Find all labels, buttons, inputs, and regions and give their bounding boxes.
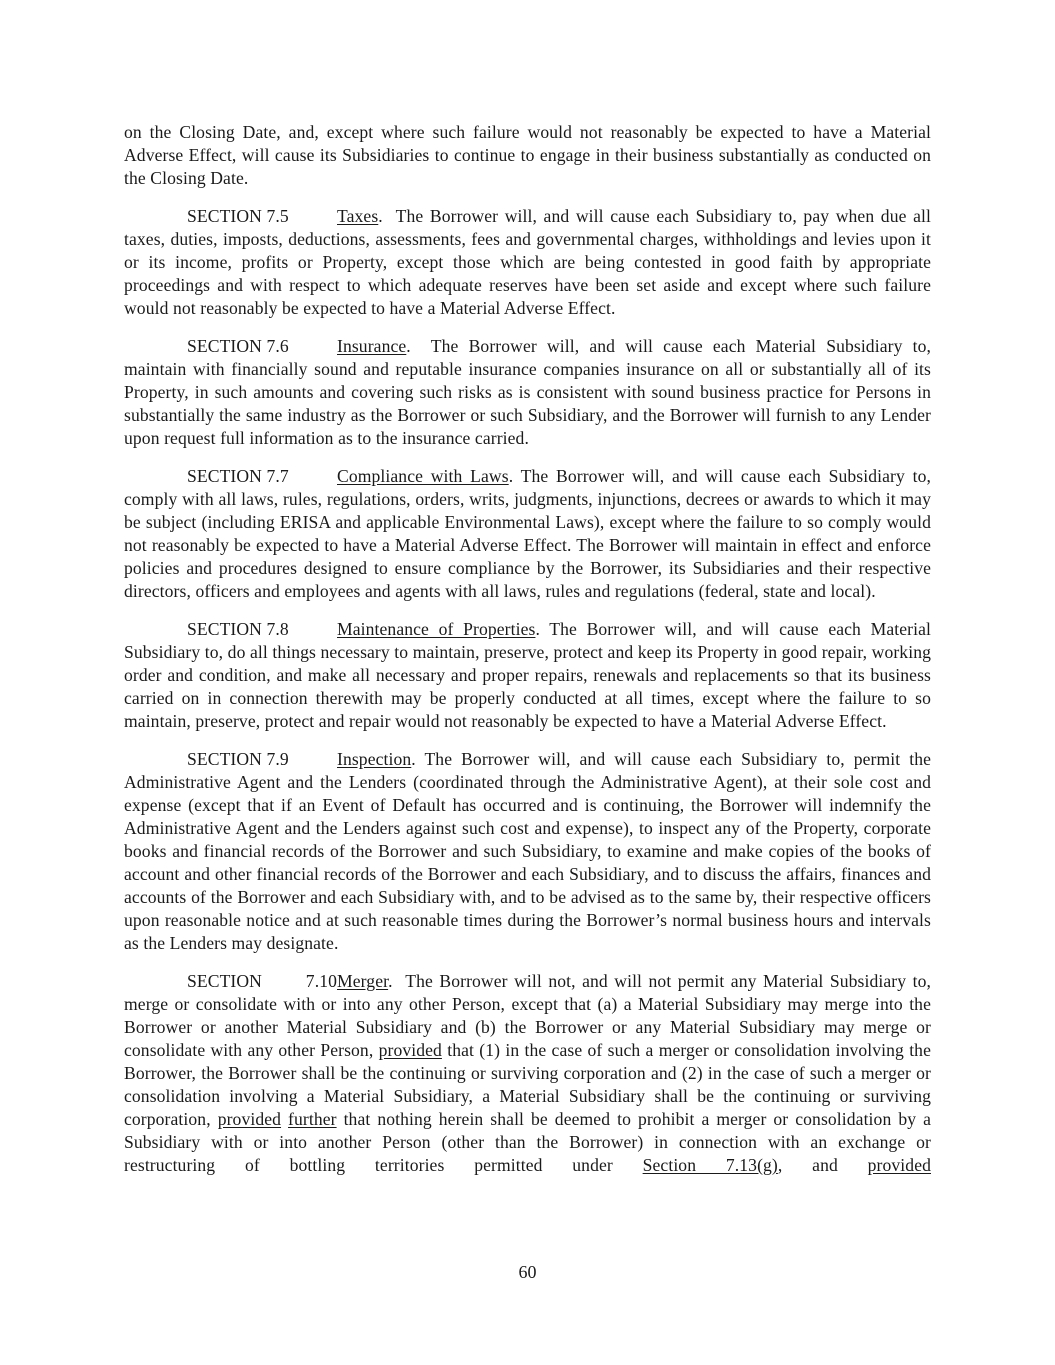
underlined-text: provided xyxy=(867,1155,931,1175)
body-text: . The Borrower will, and will cause each Material Subsidiary to, do all things necessary to maintain, preserve, protect and keep its Property in good repair, working order and condition, and make all necessary and proper repairs, renewals and replacements so that its business carried on in connection therewith may be properly conducted at all times, except where the failure to so maintain, preserve, protect and repair would not reasonably be expected to have a Material Adverse Effect. xyxy=(124,619,931,731)
section-title: Compliance with Laws xyxy=(337,466,509,486)
body-text: . The Borrower will, and will cause each Subsidiary to, pay when due all taxes, duties, imposts, deductions, assessments, fees and governmental charges, withholdings and levies upon it or its income, profits or Property, except those which are being contested in good faith by appropriate proceedings and with respect to which adequate reserves have been set aside and except where such failure would not reasonably be expected to have a Material Adverse Effect. xyxy=(124,206,931,318)
section-7-5-taxes xyxy=(124,205,931,320)
section-title: Merger xyxy=(337,971,389,991)
underlined-text: provided xyxy=(217,1109,282,1129)
body-text xyxy=(281,1109,288,1129)
underlined-text: further xyxy=(288,1109,337,1129)
body-text: that nothing herein shall be deemed to prohibit a merger or consolidation by a Subsidiary with or into another Person (other than the Borrower) in connection with an exchange or restructuring of bottling territories permitted under xyxy=(124,1109,931,1175)
body-text: , and xyxy=(777,1155,868,1175)
section-7-8-maintenance-of-properties xyxy=(124,618,931,733)
section-label: SECTION 7.9 xyxy=(187,749,289,769)
section-7-10-merger xyxy=(124,970,931,1177)
paragraph-continuation xyxy=(124,121,931,190)
section-title: Insurance xyxy=(337,336,407,356)
section-7-6-insurance xyxy=(124,335,931,450)
body-text: . The Borrower will, and will cause each Subsidiary to, permit the Administrative Agent and the Lenders (coordinated through the Administrative Agent), at their sole cost and expense (except that if an Event of Default has occurred and is continuing, the Borrower will indemnify the Administrative Agent and the Lenders against such cost and expense), to inspect any of the Property, corporate books and financial records of the Borrower and such Subsidiary, to examine and make copies of the books of account and other financial records of the Borrower and each Subsidiary, and to discuss the affairs, finances and accounts of the Borrower and each Subsidiary with, and to be advised as to the same by, their respective officers upon reasonable notice and at such reasonable times during the Borrower’s normal business hours and intervals as the Lenders may designate. xyxy=(124,749,931,953)
body-text: . The Borrower will not, and will not permit any Material Subsidiary to, merge or consolidate with or into any other Person, except that (a) a Material Subsidiary may merge into the Borrower or another Material Subsidiary and (b) the Borrower or any Material Subsidiary may merge or consolidate with any other Person, xyxy=(124,971,931,1060)
underlined-text: provided xyxy=(378,1040,442,1060)
underlined-text: Section 7.13(g) xyxy=(642,1155,778,1175)
section-label: SECTION 7.7 xyxy=(187,466,289,486)
section-7-7-compliance-with-laws xyxy=(124,465,931,603)
body-text: on the Closing Date, and, except where such failure would not reasonably be expected to have a Material Adverse Effect, will cause its Subsidiaries to continue to engage in their business substantially as conducted on the Closing Date. xyxy=(124,122,931,188)
document-body xyxy=(124,121,931,1192)
section-label: SECTION 7.10 xyxy=(187,971,337,991)
section-7-9-inspection xyxy=(124,748,931,955)
body-text: . The Borrower will, and will cause each Subsidiary to, comply with all laws, rules, regulations, orders, writs, judgments, injunctions, decrees or awards to which it may be subject (including ERISA and applicable Environmental Laws), except where the failure to so comply would not reasonably be expected to have a Material Adverse Effect. The Borrower will maintain in effect and enforce policies and procedures designed to ensure compliance by the Borrower, its Subsidiaries and their respective directors, officers and employees and agents with all laws, rules and regulations (federal, state and local). xyxy=(124,466,931,601)
section-label: SECTION 7.8 xyxy=(187,619,289,639)
body-text: . The Borrower will, and will cause each Material Subsidiary to, maintain with financially sound and reputable insurance companies insurance on all or substantially all of its Property, in such amounts and covering such risks as is consistent with sound business practice for Persons in substantially the same industry as the Borrower or such Subsidiary, and the Borrower will furnish to any Lender upon request full information as to the insurance carried. xyxy=(124,336,931,448)
section-label: SECTION 7.6 xyxy=(187,336,289,356)
section-title: Inspection xyxy=(337,749,412,769)
section-title: Maintenance of Properties xyxy=(337,619,536,639)
section-label: SECTION 7.5 xyxy=(187,206,289,226)
page-number: 60 xyxy=(518,1262,537,1282)
body-text: that (1) in the case of such a merger or consolidation involving the Borrower, the Borrower shall be the continuing or surviving corporation and (2) in the case of such a merger or consolidation involving a Material Subsidiary, a Material Subsidiary shall be the continuing or surviving corporation, xyxy=(124,1040,931,1129)
section-title: Taxes xyxy=(337,206,379,226)
